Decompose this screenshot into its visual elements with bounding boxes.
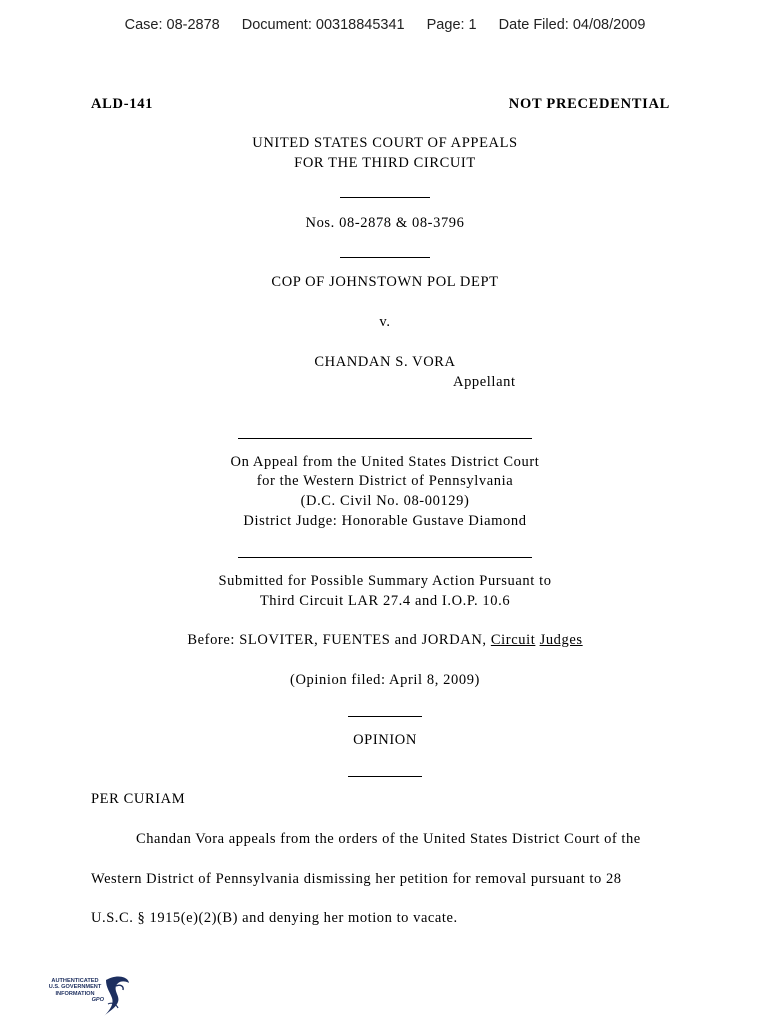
body-line-1: Chandan Vora appeals from the orders of the United States District Court of the	[136, 831, 641, 847]
case-numbers: Nos. 08-2878 & 08-3796	[305, 215, 465, 231]
seal-line-1: AUTHENTICATED	[51, 978, 99, 984]
panel-circuit: Circuit	[490, 632, 536, 648]
eagle-icon	[102, 974, 132, 1018]
case-number: Case: 08-2878	[124, 17, 220, 33]
page-number: Page: 1	[426, 17, 477, 33]
seal-line-3: INFORMATION	[55, 990, 95, 997]
appellant-label: Appellant	[453, 374, 516, 390]
submitted-line-2: Third Circuit LAR 27.4 and I.O.P. 10.6	[259, 593, 511, 609]
separator-rule	[0, 707, 770, 725]
submitted-line-1: Submitted for Possible Summary Action Pursuant to	[218, 573, 552, 589]
opinion-title: OPINION	[353, 732, 417, 748]
appeal-line-2: for the Western District of Pennsylvania	[256, 473, 514, 489]
not-precedential-label: NOT PRECEDENTIAL	[508, 96, 670, 112]
per-curiam: PER CURIAM	[91, 791, 186, 807]
opinion-filed-date: (Opinion filed: April 8, 2009)	[290, 672, 480, 688]
appeal-line-1: On Appeal from the United States District Court	[230, 454, 540, 470]
ald-number: ALD-141	[91, 96, 154, 112]
seal-gpo: GPO	[91, 997, 104, 1004]
appeal-line-4: District Judge: Honorable Gustave Diamond	[243, 513, 527, 529]
separator-rule	[0, 767, 770, 785]
document-number: Document: 00318845341	[241, 17, 405, 33]
separator-rule-long	[0, 429, 770, 447]
filing-header	[0, 17, 770, 33]
date-filed: Date Filed: 04/08/2009	[498, 17, 646, 33]
body-line-2: Western District of Pennsylvania dismissing her petition for removal pursuant to 28	[91, 871, 622, 887]
court-name-line1: UNITED STATES COURT OF APPEALS	[252, 135, 518, 151]
party-appellee: COP OF JOHNSTOWN POL DEPT	[271, 274, 499, 290]
versus: v.	[379, 314, 391, 330]
panel-judges: Before: SLOVITER, FUENTES and JORDAN,	[187, 632, 491, 648]
court-name-line2: FOR THE THIRD CIRCUIT	[294, 155, 476, 171]
gpo-authentication-seal	[44, 974, 134, 1018]
panel-line	[0, 632, 770, 649]
seal-line-2: U.S. GOVERNMENT	[48, 984, 102, 991]
panel-judges-label: Judges	[539, 632, 583, 648]
body-line-3: U.S.C. § 1915(e)(2)(B) and denying her motion to vacate.	[91, 910, 458, 926]
separator-rule	[0, 248, 770, 266]
appeal-line-3: (D.C. Civil No. 08-00129)	[300, 493, 470, 509]
separator-rule	[0, 188, 770, 206]
seal-text	[44, 978, 106, 1004]
separator-rule-long	[0, 548, 770, 566]
party-appellant: CHANDAN S. VORA	[314, 354, 456, 370]
